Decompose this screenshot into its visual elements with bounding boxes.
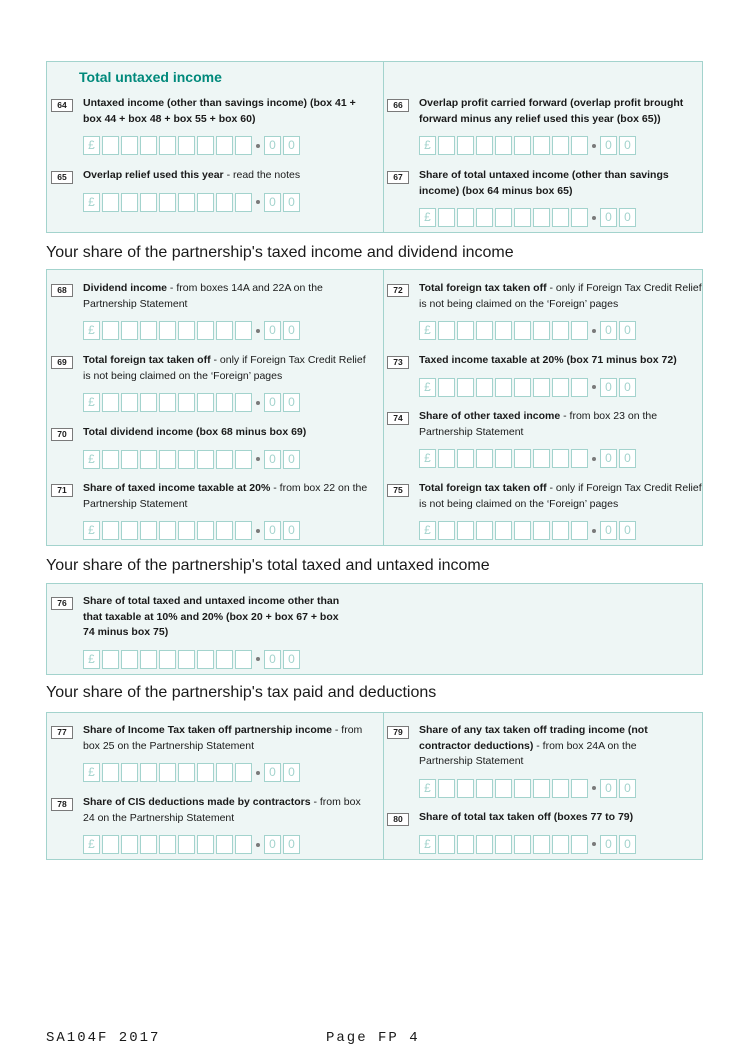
pounds-digit-box[interactable] [533,321,550,340]
pounds-digit-box[interactable] [121,393,138,412]
panel-tax-paid-deductions [46,712,703,860]
pence-digit-box: 0 [600,378,617,397]
amount-entry[interactable] [83,521,302,540]
pounds-digit-box[interactable] [533,378,550,397]
page-number: Page FP 4 [326,1030,420,1046]
amount-entry[interactable] [419,779,638,798]
box-label-bold: Taxed income taxable at 20% (box 71 minus box 72) [419,354,677,366]
box-label-bold: Share of any tax taken off trading income (not contractor deductions) [419,724,648,752]
amount-entry[interactable] [83,763,302,782]
decimal-point [592,144,596,148]
box-number: 69 [51,356,73,369]
box-label-bold: Overlap relief used this year [83,169,224,181]
pence-digit-box: 0 [600,136,617,155]
pounds-digit-box[interactable] [438,378,455,397]
pounds-digit-box[interactable] [476,449,493,468]
amount-entry[interactable] [419,321,638,340]
currency-symbol: £ [419,321,436,340]
section-heading-tax-paid: Your share of the partnership's tax paid and deductions [46,684,437,701]
pounds-digit-box[interactable] [216,321,233,340]
decimal-point [256,401,260,405]
pounds-digit-box[interactable] [438,835,455,854]
pounds-digit-box[interactable] [571,208,588,227]
box-label [419,96,707,127]
decimal-point [256,843,260,847]
pounds-digit-box[interactable] [197,393,214,412]
pounds-digit-box[interactable] [140,763,157,782]
pence-digit-box: 0 [283,763,300,782]
pence-digit-box: 0 [264,393,281,412]
pounds-digit-box[interactable] [235,393,252,412]
box-67 [387,168,705,232]
box-number: 78 [51,798,73,811]
amount-entry[interactable] [419,208,638,227]
pounds-digit-box[interactable] [216,835,233,854]
pounds-digit-box[interactable] [159,835,176,854]
amount-entry[interactable] [83,650,302,669]
pence-digit-box: 0 [619,449,636,468]
pounds-digit-box[interactable] [438,321,455,340]
pounds-digit-box[interactable] [102,136,119,155]
box-number: 67 [387,171,409,184]
pounds-digit-box[interactable] [178,136,195,155]
pounds-digit-box[interactable] [216,393,233,412]
box-66 [387,96,705,160]
pounds-digit-box[interactable] [571,835,588,854]
pounds-digit-box[interactable] [495,136,512,155]
pounds-digit-box[interactable] [159,650,176,669]
pounds-digit-box[interactable] [140,321,157,340]
pounds-digit-box[interactable] [495,449,512,468]
currency-symbol: £ [83,650,100,669]
currency-symbol: £ [83,521,100,540]
pounds-digit-box[interactable] [514,521,531,540]
pounds-digit-box[interactable] [102,393,119,412]
box-label-bold: Share of other taxed income [419,410,561,422]
pounds-digit-box[interactable] [235,136,252,155]
pounds-digit-box[interactable] [514,208,531,227]
currency-symbol: £ [83,193,100,212]
pounds-digit-box[interactable] [178,450,195,469]
amount-entry[interactable] [83,321,302,340]
pence-digit-box: 0 [619,378,636,397]
currency-symbol: £ [419,449,436,468]
pounds-digit-box[interactable] [495,521,512,540]
pence-digit-box: 0 [600,521,617,540]
pounds-digit-box[interactable] [178,763,195,782]
pounds-digit-box[interactable] [178,193,195,212]
amount-entry[interactable] [83,136,302,155]
section-heading-taxed-dividend: Your share of the partnership's taxed income and dividend income [46,244,514,261]
decimal-point [592,385,596,389]
box-label [83,594,353,641]
amount-entry[interactable] [83,193,302,212]
box-label-note: - from box 23 on the Partnership Statement [419,410,658,438]
box-label [83,353,371,384]
pounds-digit-box[interactable] [533,449,550,468]
pounds-digit-box[interactable] [457,449,474,468]
currency-symbol: £ [83,835,100,854]
pounds-digit-box[interactable] [571,521,588,540]
pounds-digit-box[interactable] [476,779,493,798]
pence-digit-box: 0 [619,321,636,340]
pounds-digit-box[interactable] [476,835,493,854]
box-label [83,481,371,512]
pounds-digit-box[interactable] [235,763,252,782]
currency-symbol: £ [419,835,436,854]
pounds-digit-box[interactable] [552,779,569,798]
box-number: 75 [387,484,409,497]
box-label-note: - from box 25 on the Partnership Statement [83,724,363,752]
pounds-digit-box[interactable] [438,779,455,798]
pounds-digit-box[interactable] [178,521,195,540]
pounds-digit-box[interactable] [140,136,157,155]
pounds-digit-box[interactable] [235,835,252,854]
pence-digit-box: 0 [264,650,281,669]
pounds-digit-box[interactable] [235,650,252,669]
box-number: 66 [387,99,409,112]
box-label-note: - from box 24A on the Partnership Statement [419,739,637,767]
pounds-digit-box[interactable] [121,193,138,212]
pounds-digit-box[interactable] [533,835,550,854]
pounds-digit-box[interactable] [235,521,252,540]
amount-entry[interactable] [83,393,302,412]
box-label [83,723,371,754]
currency-symbol: £ [83,450,100,469]
pence-digit-box: 0 [264,321,281,340]
box-number: 74 [387,412,409,425]
pounds-digit-box[interactable] [571,136,588,155]
box-label [419,810,707,826]
box-label [83,281,371,312]
amount-entry[interactable] [419,835,638,854]
pounds-digit-box[interactable] [457,521,474,540]
currency-symbol: £ [83,763,100,782]
pence-digit-box: 0 [619,835,636,854]
pence-digit-box: 0 [283,521,300,540]
pounds-digit-box[interactable] [140,393,157,412]
pence-digit-box: 0 [264,763,281,782]
pence-digit-box: 0 [600,449,617,468]
pounds-digit-box[interactable] [552,449,569,468]
pounds-digit-box[interactable] [178,393,195,412]
pounds-digit-box[interactable] [457,321,474,340]
decimal-point [256,457,260,461]
pounds-digit-box[interactable] [457,835,474,854]
box-label-bold: Total foreign tax taken off [419,482,547,494]
pounds-digit-box[interactable] [216,763,233,782]
pounds-digit-box[interactable] [533,208,550,227]
box-label [419,168,707,199]
pounds-digit-box[interactable] [159,450,176,469]
pounds-digit-box[interactable] [514,321,531,340]
currency-symbol: £ [419,378,436,397]
column-divider [383,270,384,545]
pounds-digit-box[interactable] [178,835,195,854]
box-label-bold: Untaxed income (other than savings income) (box 41 + box 44 + box 48 + box 55 + box 60) [83,97,356,125]
box-label-bold: Total dividend income (box 68 minus box 69) [83,426,307,438]
box-number: 73 [387,356,409,369]
pounds-digit-box[interactable] [476,521,493,540]
pounds-digit-box[interactable] [235,193,252,212]
pence-digit-box: 0 [600,208,617,227]
pounds-digit-box[interactable] [457,136,474,155]
amount-entry[interactable] [83,450,302,469]
decimal-point [256,200,260,204]
pounds-digit-box[interactable] [552,378,569,397]
box-number: 77 [51,726,73,739]
box-label-bold: Share of total untaxed income (other than savings income) (box 64 minus box 65) [419,169,669,197]
box-label [419,281,707,312]
pence-digit-box: 0 [619,208,636,227]
pence-digit-box: 0 [264,835,281,854]
box-label-note: - from boxes 14A and 22A on the Partnership Statement [83,282,323,310]
panel-total-taxed-untaxed [46,583,703,675]
pounds-digit-box[interactable] [438,521,455,540]
pounds-digit-box[interactable] [552,521,569,540]
panel-untaxed-income [46,61,703,233]
pounds-digit-box[interactable] [121,521,138,540]
pounds-digit-box[interactable] [140,450,157,469]
box-label-bold: Share of total tax taken off (boxes 77 to 79) [419,811,634,823]
box-number: 71 [51,484,73,497]
pounds-digit-box[interactable] [102,521,119,540]
box-label-bold: Share of CIS deductions made by contractors [83,796,311,808]
box-label-note: - from box 24 on the Partnership Statement [83,796,361,824]
pounds-digit-box[interactable] [457,208,474,227]
pounds-digit-box[interactable] [476,136,493,155]
decimal-point [592,216,596,220]
pounds-digit-box[interactable] [495,208,512,227]
pounds-digit-box[interactable] [495,378,512,397]
pounds-digit-box[interactable] [571,779,588,798]
pence-digit-box: 0 [600,779,617,798]
pounds-digit-box[interactable] [140,835,157,854]
pence-digit-box: 0 [283,321,300,340]
box-number: 65 [51,171,73,184]
currency-symbol: £ [83,321,100,340]
section-heading-total-income: Your share of the partnership's total taxed and untaxed income [46,557,490,574]
pence-digit-box: 0 [619,779,636,798]
pounds-digit-box[interactable] [102,321,119,340]
pounds-digit-box[interactable] [533,779,550,798]
pounds-digit-box[interactable] [571,449,588,468]
pounds-digit-box[interactable] [159,321,176,340]
pence-digit-box: 0 [283,450,300,469]
decimal-point [592,842,596,846]
currency-symbol: £ [83,393,100,412]
box-label-bold: Dividend income [83,282,168,294]
pounds-digit-box[interactable] [495,321,512,340]
pounds-digit-box[interactable] [571,378,588,397]
amount-entry[interactable] [419,449,638,468]
pence-digit-box: 0 [619,136,636,155]
box-label-bold: Total foreign tax taken off [419,282,547,294]
pounds-digit-box[interactable] [121,136,138,155]
pounds-digit-box[interactable] [178,321,195,340]
pounds-digit-box[interactable] [552,835,569,854]
pounds-digit-box[interactable] [476,321,493,340]
amount-entry[interactable] [419,378,638,397]
box-number: 80 [387,813,409,826]
pounds-digit-box[interactable] [216,521,233,540]
pounds-digit-box[interactable] [121,650,138,669]
box-64 [51,96,369,160]
box-label [83,425,371,441]
box-label [419,481,707,512]
currency-symbol: £ [419,208,436,227]
pounds-digit-box[interactable] [438,208,455,227]
box-label [419,353,707,369]
box-label [419,409,707,440]
pence-digit-box: 0 [283,193,300,212]
panel-taxed-dividend-income [46,269,703,546]
pounds-digit-box[interactable] [140,650,157,669]
box-number: 76 [51,597,73,610]
pounds-digit-box[interactable] [121,835,138,854]
pounds-digit-box[interactable] [476,378,493,397]
pounds-digit-box[interactable] [159,193,176,212]
pounds-digit-box[interactable] [495,779,512,798]
pounds-digit-box[interactable] [571,321,588,340]
box-label-note: - only if Foreign Tax Credit Relief is not being claimed on the ‘Foreign’ pages [419,482,702,510]
box-label [419,723,681,770]
currency-symbol: £ [419,136,436,155]
amount-entry[interactable] [419,521,638,540]
pounds-digit-box[interactable] [514,136,531,155]
form-reference: SA104F 2017 [46,1030,161,1046]
pounds-digit-box[interactable] [197,521,214,540]
decimal-point [592,457,596,461]
currency-symbol: £ [419,779,436,798]
pounds-digit-box[interactable] [216,650,233,669]
pounds-digit-box[interactable] [235,321,252,340]
column-divider [383,713,384,859]
pence-digit-box: 0 [619,521,636,540]
pounds-digit-box[interactable] [140,193,157,212]
pounds-digit-box[interactable] [495,835,512,854]
pounds-digit-box[interactable] [514,779,531,798]
pounds-digit-box[interactable] [457,378,474,397]
currency-symbol: £ [83,136,100,155]
pounds-digit-box[interactable] [178,650,195,669]
pounds-digit-box[interactable] [159,393,176,412]
box-label-note: - only if Foreign Tax Credit Relief is not being claimed on the ‘Foreign’ pages [83,354,366,382]
pounds-digit-box[interactable] [552,321,569,340]
pounds-digit-box[interactable] [197,136,214,155]
decimal-point [592,786,596,790]
pounds-digit-box[interactable] [140,521,157,540]
box-number: 79 [387,726,409,739]
section-title: Total untaxed income [79,69,222,85]
pence-digit-box: 0 [283,650,300,669]
box-label [83,168,371,184]
box-label-bold: Total foreign tax taken off [83,354,211,366]
box-number: 70 [51,428,73,441]
decimal-point [592,329,596,333]
decimal-point [256,529,260,533]
box-label-bold: Share of Income Tax taken off partnership income [83,724,332,736]
amount-entry[interactable] [83,835,302,854]
decimal-point [256,657,260,661]
pence-digit-box: 0 [283,393,300,412]
box-number: 72 [387,284,409,297]
box-label [83,96,371,127]
box-label [83,795,371,826]
pounds-digit-box[interactable] [197,650,214,669]
decimal-point [256,771,260,775]
pounds-digit-box[interactable] [514,449,531,468]
pounds-digit-box[interactable] [197,450,214,469]
pence-digit-box: 0 [600,321,617,340]
pounds-digit-box[interactable] [235,450,252,469]
pounds-digit-box[interactable] [102,763,119,782]
pence-digit-box: 0 [283,136,300,155]
pounds-digit-box[interactable] [197,321,214,340]
pounds-digit-box[interactable] [102,193,119,212]
pounds-digit-box[interactable] [197,835,214,854]
pounds-digit-box[interactable] [121,321,138,340]
pounds-digit-box[interactable] [438,449,455,468]
pounds-digit-box[interactable] [159,521,176,540]
currency-symbol: £ [419,521,436,540]
box-label-note: - only if Foreign Tax Credit Relief is not being claimed on the ‘Foreign’ pages [419,282,702,310]
decimal-point [592,529,596,533]
pounds-digit-box[interactable] [533,521,550,540]
box-label-bold: Share of taxed income taxable at 20% [83,482,271,494]
pence-digit-box: 0 [264,136,281,155]
pounds-digit-box[interactable] [216,450,233,469]
pounds-digit-box[interactable] [438,136,455,155]
pounds-digit-box[interactable] [121,763,138,782]
pounds-digit-box[interactable] [216,136,233,155]
pence-digit-box: 0 [264,521,281,540]
pounds-digit-box[interactable] [457,779,474,798]
column-divider [383,62,384,232]
pence-digit-box: 0 [283,835,300,854]
box-65 [51,168,369,218]
box-number: 68 [51,284,73,297]
pence-digit-box: 0 [264,193,281,212]
box-label-note: - from box 22 on the Partnership Statement [83,482,368,510]
pounds-digit-box[interactable] [533,136,550,155]
pounds-digit-box[interactable] [216,193,233,212]
pounds-digit-box[interactable] [514,378,531,397]
pounds-digit-box[interactable] [102,650,119,669]
pounds-digit-box[interactable] [102,450,119,469]
pence-digit-box: 0 [600,835,617,854]
box-label-bold: Overlap profit carried forward (overlap profit brought forward minus any relief used this year (box 65)) [419,97,684,125]
decimal-point [256,144,260,148]
decimal-point [256,329,260,333]
pounds-digit-box[interactable] [197,193,214,212]
pence-digit-box: 0 [264,450,281,469]
pounds-digit-box[interactable] [514,835,531,854]
box-label-note: - read the notes [223,169,301,181]
pounds-digit-box[interactable] [552,136,569,155]
pounds-digit-box[interactable] [102,835,119,854]
box-label-bold: Share of total taxed and untaxed income other than that taxable at 10% and 20% (box 20 + box 67 + box 74 minus box 75) [83,595,340,638]
pounds-digit-box[interactable] [197,763,214,782]
amount-entry[interactable] [419,136,638,155]
pounds-digit-box[interactable] [121,450,138,469]
pounds-digit-box[interactable] [476,208,493,227]
pounds-digit-box[interactable] [159,136,176,155]
box-number: 64 [51,99,73,112]
pounds-digit-box[interactable] [159,763,176,782]
pounds-digit-box[interactable] [552,208,569,227]
